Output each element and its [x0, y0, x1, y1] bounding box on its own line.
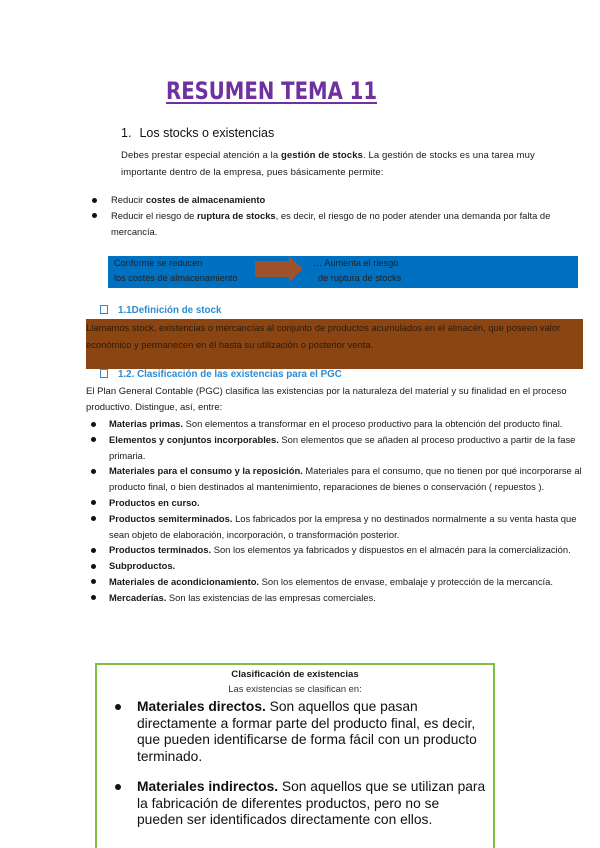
bullet-icon [91, 516, 96, 521]
list-item [91, 590, 586, 606]
classification-box-title: Clasificación de existencias [231, 669, 359, 680]
tradeoff-right-line2: de ruptura de stocks [318, 273, 402, 283]
item-bold: Materiales de acondicionamiento. [109, 575, 260, 587]
definition-box [86, 319, 583, 369]
bullet-icon [91, 422, 96, 427]
intro-bold-term: gestión de stocks [281, 150, 363, 161]
list-item [91, 432, 586, 464]
stock-tradeoff-box [108, 256, 578, 288]
classification-box [95, 663, 495, 848]
intro-text-end: . La gestión de stocks es una tarea muy importante dentro de la empresa, pues básicamente permite: [121, 150, 535, 178]
item-bold: Subproductos. [109, 560, 176, 572]
list-item [115, 779, 487, 829]
bullet-icon [115, 704, 121, 710]
list-item [94, 208, 584, 240]
document-title: RESUMEN TEMA 11 [166, 77, 378, 105]
arrow-head-icon [289, 256, 303, 282]
bullet-icon [91, 548, 96, 553]
item-bold: Productos semiterminados. [109, 512, 233, 524]
benefits-list [94, 192, 584, 239]
tradeoff-left-line2: los costes de almacenamiento [114, 273, 238, 283]
item-bold: ruptura de stocks [196, 209, 276, 221]
subsection-heading-classification [100, 367, 342, 382]
item-text: Los fabricados por la empresa y no destinados normalmente a su venta hasta que sean objeto de elaboración, incorporación, o transformación posterior. [109, 512, 577, 540]
item-bold: Materias primas. [109, 418, 183, 429]
bullet-icon [91, 500, 96, 505]
item-bold: costes de almacenamiento [145, 194, 266, 205]
item-text: Reducir el riesgo de [111, 209, 197, 221]
list-item [91, 542, 586, 558]
section-number: 1. [121, 126, 132, 140]
bullet-icon [91, 564, 96, 569]
tradeoff-left-line1: Conforme se reducen [114, 258, 203, 268]
list-item [91, 558, 586, 574]
item-bold: Mercaderías. [109, 591, 167, 603]
item-text: Son elementos que se añaden al proceso productivo a partir de la fase primaria. [109, 433, 576, 461]
item-text: Son los elementos de envase, embalaje y protección de la mercancía. [259, 575, 553, 587]
existencias-list [91, 416, 586, 606]
list-item [91, 416, 586, 432]
intro-text-start: Debes prestar especial atención a la [121, 150, 282, 161]
item-text: Son aquellos que se utilizan para la fabricación de diferentes productos, pero no se pueden ser identificados directamente con ellos. [137, 779, 486, 827]
section-heading-stocks [121, 126, 274, 141]
intro-paragraph [121, 147, 551, 181]
item-bold: Materiales para el consumo y la reposición. [109, 465, 303, 477]
bullet-icon [92, 198, 97, 203]
list-item [91, 495, 586, 511]
definition-text: Llamamos stock, existencias o mercancías al conjunto de productos acumulados en el almacén, que poseen valor económico y permanecen en él hasta su utilización o posterior venta. [86, 322, 561, 350]
subsection-title: 1.1Definición de stock [118, 305, 222, 316]
heading-marker-icon [100, 369, 108, 378]
item-bold: Materiales directos. [137, 699, 266, 714]
bullet-icon [91, 469, 96, 474]
section-title: Los stocks o existencias [139, 126, 275, 140]
item-bold: Productos en curso. [109, 496, 200, 508]
bullet-icon [91, 437, 96, 442]
subsection-heading-definition [100, 303, 221, 318]
bullet-icon [91, 579, 96, 584]
bullet-icon [91, 595, 96, 600]
arrow-right-icon [255, 261, 289, 277]
item-bold: Productos terminados. [109, 544, 212, 556]
bullet-icon [115, 784, 121, 790]
item-bold: Materiales indirectos. [137, 779, 279, 794]
item-text: Son las existencias de las empresas comerciales. [166, 591, 376, 603]
pgc-intro-paragraph: El Plan General Contable (PGC) clasifica las existencias por la naturaleza del material y su finalidad en el proceso productivo. Distingue, así, entre: [86, 386, 567, 413]
item-bold: Elementos y conjuntos incorporables. [109, 433, 279, 445]
list-item [91, 574, 586, 590]
heading-marker-icon [100, 305, 108, 314]
list-item [94, 192, 584, 208]
item-text: Son elementos a transformar en el proceso productivo para la obtención del producto final. [183, 418, 563, 429]
subsection-title: 1.2. Clasificación de las existencias para el PGC [118, 369, 342, 380]
item-text: Reducir [111, 194, 146, 205]
item-text: , es decir, el riesgo de no poder atender una demanda por falta de mercancía. [111, 209, 551, 237]
tradeoff-right-line1: … Aumenta el riesgo [313, 258, 399, 268]
classification-box-subtitle: Las existencias se clasifican en: [228, 683, 362, 694]
list-item [91, 511, 586, 543]
list-item [91, 463, 586, 495]
item-text: Materiales para el consumo, que no tienen por qué incorporarse al producto final, o bien destinados al mantenimiento, reparaciones de bienes o conservación ( repuestos ). [109, 465, 582, 493]
list-item [115, 699, 487, 765]
item-text: Son aquellos que pasan directamente a formar parte del producto final, es decir, que pueden identificarse de forma fácil con un producto terminado. [137, 699, 477, 764]
classification-list [115, 699, 487, 843]
bullet-icon [92, 213, 97, 218]
item-text: Son los elementos ya fabricados y dispuestos en el almacén para la comercialización. [211, 544, 571, 556]
